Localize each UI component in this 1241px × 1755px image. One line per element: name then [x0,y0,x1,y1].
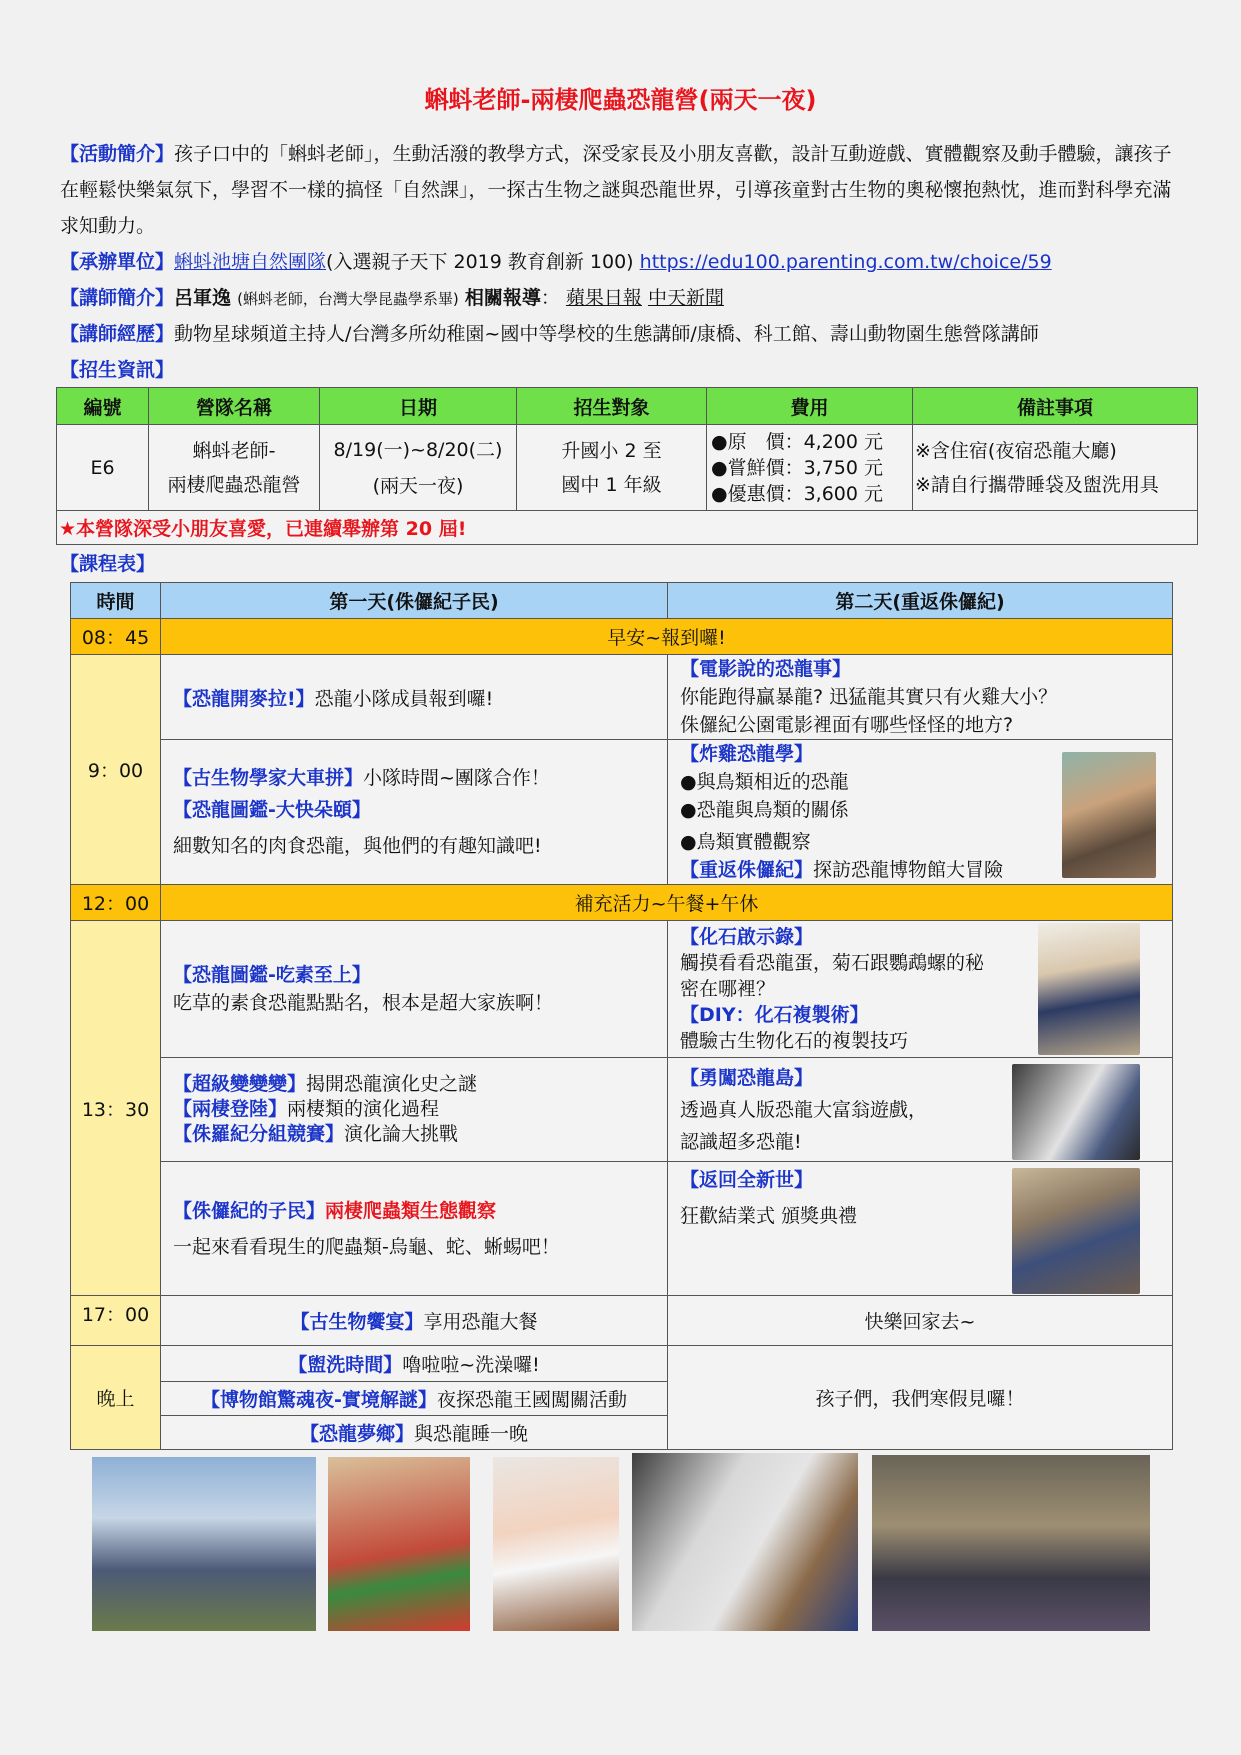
organizer-line [60,244,1180,280]
col-id: 編號 [57,388,149,425]
row-1700 [71,1296,1173,1346]
day2-island-tag: 【勇闖恐龍島】 [680,1066,814,1089]
page-title: 蝌蚪老師-兩棲爬蟲恐龍營(兩天一夜) [424,86,817,114]
day1-jurassic-tag: 【侏羅紀分組競賽】 [173,1123,345,1145]
day1-jurassic-text: 演化論大挑戰 [344,1123,459,1145]
day1-reptile-red: 兩棲爬蟲類生態觀察 [325,1199,497,1222]
admission-footnote-row [57,511,1198,545]
day1-reptile-tag: 【侏儸紀的子民】 [173,1199,326,1222]
day2-movie-tag: 【電影說的恐龍事】 [680,658,852,680]
day1-night-museum [161,1382,668,1416]
note-sleeping-bag: ※請自行攜帶睡袋及盥洗用具 [915,473,1159,496]
day2-island-line1: 透過真人版恐龍大富翁遊戲， [680,1098,928,1121]
day1-reptile-text: 一起來看看現生的爬蟲類-烏龜、蛇、蜥蜴吧！ [173,1235,560,1258]
row-lunch [71,885,1173,921]
camp-target-line1: 升國小 2 至 [561,439,662,462]
fee-early: ●嘗鮮價：3,750 元 [711,456,884,479]
fossil-photo [1038,923,1140,1055]
time-1700: 17：00 [71,1296,161,1346]
day1-evolution-text: 揭開恐龍演化史之謎 [306,1073,478,1095]
col-time: 時間 [71,583,161,619]
col-day2: 第二天(重返侏儸紀) [668,583,1173,619]
day2-movie-dinos [668,655,1173,740]
day2-fossil-tag: 【化石啟示錄】 [680,926,814,948]
camp-name [149,425,320,511]
day2-movie-line2: 侏儸紀公園電影裡面有哪些怪怪的地方? [680,714,1014,736]
day2-island-line2: 認識超多恐龍! [680,1130,802,1153]
day2-movie-line1: 你能跑得贏暴龍? 迅猛龍其實只有火雞大小？ [680,686,1058,708]
day1-reptile [161,1162,668,1296]
col-day1: 第一天(侏儸紀子民) [161,583,668,619]
day1-amphibian-text: 兩棲類的演化過程 [287,1098,440,1120]
instructor-name: 呂軍逸 [174,287,232,309]
lunch-text: 補充活力~午餐+午休 [161,885,1173,921]
photo-girl-cookie [493,1457,619,1631]
col-camp-name: 營隊名稱 [149,388,320,425]
camp-notes [913,425,1198,511]
day2-diy-text: 體驗古生物化石的複製技巧 [680,1030,909,1052]
time-1200: 12：00 [71,885,161,921]
col-date: 日期 [320,388,517,425]
photo-kid-parrot [328,1457,470,1631]
row-evening-a [71,1346,1173,1382]
instructor-note: (蝌蚪老師，台灣大學昆蟲學系畢) [237,290,459,308]
day2-holocene-text: 狂歡結業式 頒獎典禮 [680,1205,858,1227]
experience-text: 動物星球頻道主持人/台灣多所幼稚園~國中等學校的生態講師/康橋、科工館、壽山動物園生態營隊講師 [174,323,1039,345]
day1-herbivore-tag: 【恐龍圖鑑-吃素至上】 [173,964,371,986]
camp-fees [707,425,913,511]
day1-amphibian-tag: 【兩棲登陸】 [173,1098,288,1120]
day1-dream-tag: 【恐龍夢鄉】 [299,1423,414,1445]
day2-holocene-tag: 【返回全新世】 [680,1169,814,1191]
course-heading [60,546,1180,582]
row-1330-b [71,1058,1173,1162]
day1-night-museum-text: 夜探恐龍王國闖關活動 [436,1389,627,1411]
day2-chicken-item1: ●與鳥類相近的恐龍 [680,771,849,793]
admission-header-row [57,388,1198,425]
camp-target-line2: 國中 1 年級 [561,473,662,496]
admission-row [57,425,1198,511]
instructor-line [60,280,1180,317]
day1-wash [161,1346,668,1382]
camp-date-line2: (兩天一夜) [372,474,464,497]
day1-evolution [161,1058,668,1162]
camp-name-line2: 兩棲爬蟲恐龍營 [167,473,301,496]
row-1330-c [71,1162,1173,1296]
photo-museum-sleepover [872,1455,1150,1631]
day1-dino-camera [161,655,668,740]
time-0845: 08：45 [71,619,161,655]
schedule-header-row [71,583,1173,619]
camp-target [517,425,707,511]
row-0900-b [71,740,1173,885]
day2-chicken-tag: 【炸雞恐龍學】 [680,743,814,765]
day1-evolution-tag: 【超級變變變】 [173,1073,307,1095]
day2-chicken-dino [668,740,1173,885]
camp-id: E6 [57,425,149,511]
day1-feast-tag: 【古生物饗宴】 [290,1311,424,1333]
day1-dino-camera-text: 恐龍小隊成員報到囉! [314,687,494,710]
col-target: 招生對象 [517,388,707,425]
day1-dream-text: 與恐龍睡一晚 [414,1423,529,1445]
col-fee: 費用 [707,388,913,425]
camp-name-line1: 蝌蚪老師- [192,439,276,462]
day1-wash-text: 嚕啦啦~洗澡囉! [402,1354,540,1376]
recruit-tag: 【招生資訊】 [60,359,175,381]
intro-paragraph [60,136,1180,244]
media-label: 相關報導 [464,287,541,309]
organizer-note: (入選親子天下 2019 教育創新 100) [326,251,634,273]
intro-text: 孩子口中的「蝌蚪老師」，生動活潑的教學方式，深受家長及小朋友喜歡，設計互動遊戲、實體觀察及動手體驗，讓孩子在輕鬆快樂氣氛下，學習不一樣的搞怪「自然課」，一探古生物之謎與恐龍世界，引導孩童對古生物的奧秘懷抱熱忱，進而對科學充滿求知動力。 [60,143,1172,237]
day1-paleo-tag: 【古生物學家大車拼】 [173,767,364,789]
photo-dino-poster [632,1453,858,1631]
day1-paleo-text: 小隊時間~團隊合作！ [363,767,550,789]
schedule-table [70,582,1173,1450]
day1-feast-text: 享用恐龍大餐 [423,1311,538,1333]
day2-holocene [668,1162,1173,1296]
day1-herbivore [161,921,668,1058]
time-evening: 晚上 [71,1346,161,1450]
intro-tag: 【活動簡介】 [60,143,175,165]
row-0900-a [71,655,1173,740]
col-notes: 備註事項 [913,388,1198,425]
camp-date-line1: 8/19(一)~8/20(二) [333,438,503,461]
day1-dino-dream [161,1416,668,1450]
day2-chicken-item3: ●鳥類實體觀察 [680,831,811,853]
day2-dino-island [668,1058,1173,1162]
camp-date [320,425,517,511]
time-1330: 13：30 [71,921,161,1296]
day2-diy-tag: 【DIY：化石複製術】 [680,1004,869,1026]
admission-footnote: ★本營隊深受小朋友喜愛，已連續舉辦第 20 屆! [57,511,1198,545]
day2-chicken-item2: ●恐龍與鳥類的關係 [680,799,849,821]
row-checkin [71,619,1173,655]
course-tag: 【課程表】 [60,553,156,575]
recruit-heading [60,352,1180,388]
fee-original: ●原 價：4,200 元 [711,430,884,453]
media-link-ctitv[interactable]: 中天新聞 [647,287,724,309]
day1-carnivore-tag: 【恐龍圖鑑-大快朵頤】 [173,799,371,821]
experience-tag: 【講師經歷】 [60,323,175,345]
island-photo [1012,1064,1140,1160]
day1-night-museum-tag: 【博物館驚魂夜-實境解謎】 [201,1389,437,1411]
checkin-text: 早安~報到囉! [161,619,1173,655]
day2-go-home: 快樂回家去~ [668,1296,1173,1346]
graduation-photo [1012,1168,1140,1294]
day2-fossil-line1: 觸摸看看恐龍蛋，菊石跟鸚鵡螺的秘 [680,952,985,974]
day1-herbivore-text: 吃草的素食恐龍點點名，根本是超大家族啊！ [173,992,554,1014]
time-0900: 9：00 [71,655,161,885]
fee-discount: ●優惠價：3,600 元 [711,482,884,505]
day2-museum-text: 探訪恐龍博物館大冒險 [813,859,1004,881]
day1-paleontologist [161,740,668,885]
dinosaur-photo [1062,752,1156,878]
day2-museum-tag: 【重返侏儸紀】 [680,859,814,881]
experience-line [60,316,1180,352]
day1-wash-tag: 【盥洗時間】 [288,1354,403,1376]
day2-fossil-line2: 密在哪裡？ [680,978,776,1000]
organizer-tag: 【承辦單位】 [60,251,175,273]
day1-carnivore-text: 細數知名的肉食恐龍，與他們的有趣知識吧! [173,835,542,857]
media-colon: ： [540,287,560,309]
row-1330-a [71,921,1173,1058]
note-lodging: ※含住宿(夜宿恐龍大廳) [915,439,1117,462]
instructor-tag: 【講師簡介】 [60,287,175,309]
day1-feast [161,1296,668,1346]
photo-kids-snake [92,1457,316,1631]
media-link-apple[interactable]: 蘋果日報 [565,287,642,309]
admission-table [56,387,1198,545]
day1-dino-camera-tag: 【恐龍開麥拉!】 [173,687,315,710]
organizer-url-link[interactable]: https://edu100.parenting.com.tw/choice/59 [639,251,1052,273]
organizer-link[interactable]: 蝌蚪池塘自然團隊 [174,251,327,273]
day2-fossil [668,921,1173,1058]
day2-see-you: 孩子們，我們寒假見囉！ [668,1346,1173,1450]
